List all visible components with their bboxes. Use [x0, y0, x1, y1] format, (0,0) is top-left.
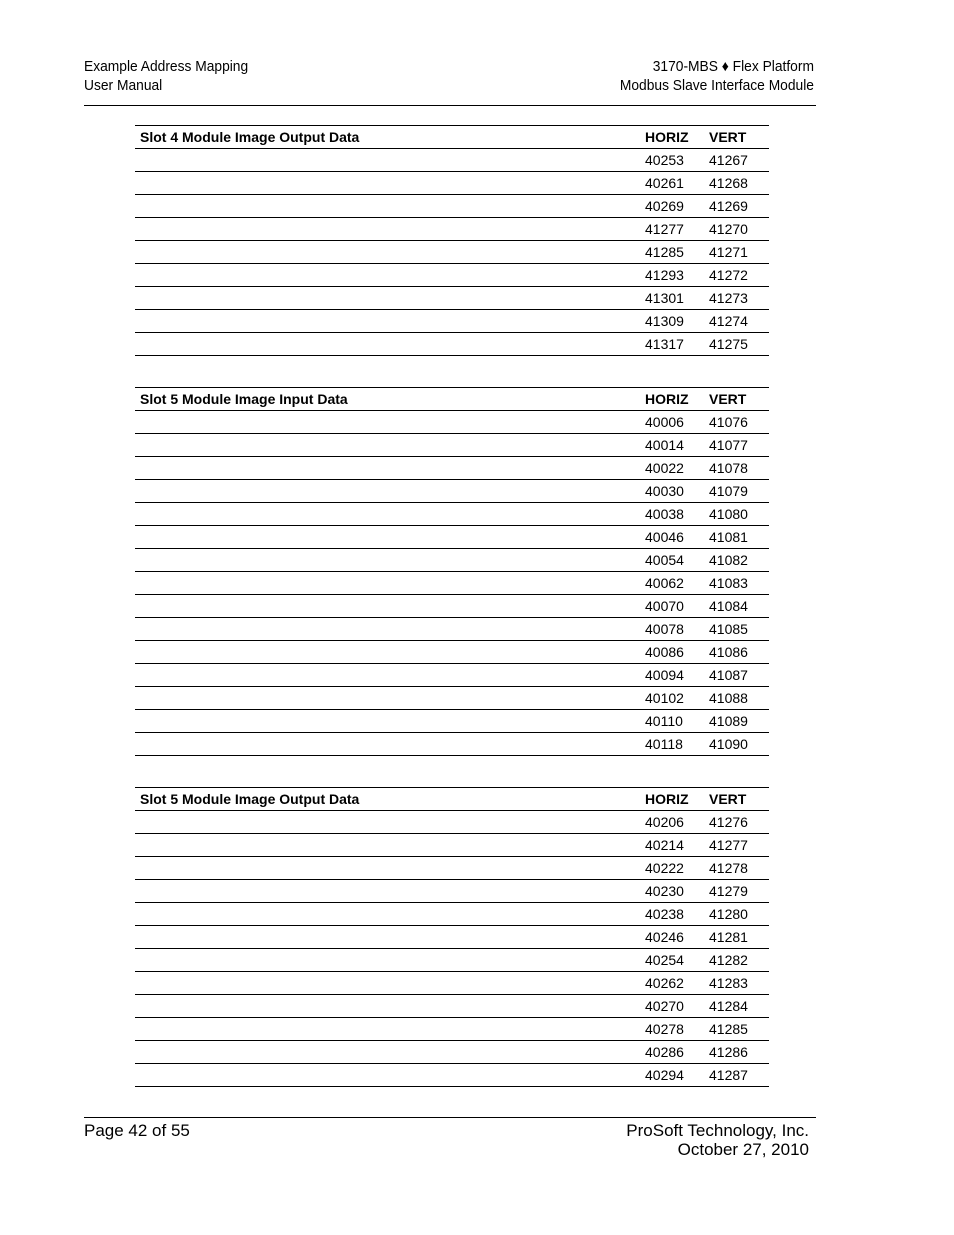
vert-address-cell: 41278 — [709, 857, 769, 880]
table-row — [135, 333, 769, 356]
row-label-cell — [135, 264, 645, 287]
header-left — [84, 57, 248, 95]
row-label-cell — [135, 733, 645, 756]
horiz-address-cell: 41309 — [645, 310, 709, 333]
table-row — [135, 926, 769, 949]
vert-address-cell: 41082 — [709, 549, 769, 572]
col-vert-header: VERT — [709, 126, 769, 149]
vert-address-cell: 41268 — [709, 172, 769, 195]
row-label-cell — [135, 310, 645, 333]
table-row — [135, 503, 769, 526]
table-row — [135, 1018, 769, 1041]
horiz-address-cell: 40118 — [645, 733, 709, 756]
row-label-cell — [135, 503, 645, 526]
table-row — [135, 857, 769, 880]
horiz-address-cell: 40214 — [645, 834, 709, 857]
page-number: Page 42 of 55 — [84, 1121, 190, 1140]
row-label-cell — [135, 572, 645, 595]
header-product: 3170-MBS ♦ Flex Platform — [652, 58, 814, 75]
vert-address-cell: 41267 — [709, 149, 769, 172]
row-label-cell — [135, 218, 645, 241]
horiz-address-cell: 40269 — [645, 195, 709, 218]
table-row — [135, 149, 769, 172]
table-row — [135, 641, 769, 664]
row-label-cell — [135, 687, 645, 710]
row-label-cell — [135, 834, 645, 857]
vert-address-cell: 41269 — [709, 195, 769, 218]
horiz-address-cell: 41285 — [645, 241, 709, 264]
row-label-cell — [135, 434, 645, 457]
vert-address-cell: 41282 — [709, 949, 769, 972]
row-label-cell — [135, 1064, 645, 1087]
table-title: Slot 5 Module Image Input Data — [135, 388, 645, 411]
vert-address-cell: 41078 — [709, 457, 769, 480]
table-row — [135, 241, 769, 264]
table-slot4-output — [135, 125, 769, 356]
horiz-address-cell: 40261 — [645, 172, 709, 195]
vert-address-cell: 41084 — [709, 595, 769, 618]
vert-address-cell: 41080 — [709, 503, 769, 526]
table-header-row — [135, 126, 769, 149]
row-label-cell — [135, 926, 645, 949]
row-label-cell — [135, 480, 645, 503]
horiz-address-cell: 41277 — [645, 218, 709, 241]
header-divider — [84, 105, 816, 106]
row-label-cell — [135, 172, 645, 195]
table-row — [135, 549, 769, 572]
table-row — [135, 287, 769, 310]
table-title: Slot 4 Module Image Output Data — [135, 126, 645, 149]
vert-address-cell: 41281 — [709, 926, 769, 949]
horiz-address-cell: 41301 — [645, 287, 709, 310]
horiz-address-cell: 40062 — [645, 572, 709, 595]
table-row — [135, 595, 769, 618]
footer-divider — [84, 1117, 816, 1118]
horiz-address-cell: 40030 — [645, 480, 709, 503]
row-label-cell — [135, 710, 645, 733]
col-horiz-header: HORIZ — [645, 126, 709, 149]
row-label-cell — [135, 641, 645, 664]
vert-address-cell: 41077 — [709, 434, 769, 457]
vert-address-cell: 41081 — [709, 526, 769, 549]
col-vert-header: VERT — [709, 788, 769, 811]
table-row — [135, 972, 769, 995]
vert-address-cell: 41286 — [709, 1041, 769, 1064]
vert-address-cell: 41083 — [709, 572, 769, 595]
horiz-address-cell: 40110 — [645, 710, 709, 733]
vert-address-cell: 41090 — [709, 733, 769, 756]
row-label-cell — [135, 903, 645, 926]
table-row — [135, 526, 769, 549]
horiz-address-cell: 40294 — [645, 1064, 709, 1087]
horiz-address-cell: 40094 — [645, 664, 709, 687]
table-row — [135, 880, 769, 903]
vert-address-cell: 41086 — [709, 641, 769, 664]
row-label-cell — [135, 526, 645, 549]
table-row — [135, 710, 769, 733]
horiz-address-cell: 40078 — [645, 618, 709, 641]
table-row — [135, 1064, 769, 1087]
vert-address-cell: 41274 — [709, 310, 769, 333]
table-row — [135, 218, 769, 241]
row-label-cell — [135, 457, 645, 480]
horiz-address-cell: 40022 — [645, 457, 709, 480]
row-label-cell — [135, 595, 645, 618]
horiz-address-cell: 40254 — [645, 949, 709, 972]
table-row — [135, 995, 769, 1018]
horiz-address-cell: 41293 — [645, 264, 709, 287]
table-title: Slot 5 Module Image Output Data — [135, 788, 645, 811]
row-label-cell — [135, 995, 645, 1018]
row-label-cell — [135, 949, 645, 972]
row-label-cell — [135, 549, 645, 572]
row-label-cell — [135, 618, 645, 641]
row-label-cell — [135, 1041, 645, 1064]
vert-address-cell: 41283 — [709, 972, 769, 995]
horiz-address-cell: 40278 — [645, 1018, 709, 1041]
vert-address-cell: 41273 — [709, 287, 769, 310]
vert-address-cell: 41279 — [709, 880, 769, 903]
horiz-address-cell: 40246 — [645, 926, 709, 949]
table-row — [135, 733, 769, 756]
horiz-address-cell: 40270 — [645, 995, 709, 1018]
vert-address-cell: 41089 — [709, 710, 769, 733]
table-row — [135, 834, 769, 857]
table-row — [135, 480, 769, 503]
table-row — [135, 434, 769, 457]
company-name: ProSoft Technology, Inc. — [626, 1121, 809, 1140]
vert-address-cell: 41287 — [709, 1064, 769, 1087]
horiz-address-cell: 40206 — [645, 811, 709, 834]
col-horiz-header: HORIZ — [645, 388, 709, 411]
horiz-address-cell: 40014 — [645, 434, 709, 457]
table-row — [135, 811, 769, 834]
horiz-address-cell: 40253 — [645, 149, 709, 172]
vert-address-cell: 41270 — [709, 218, 769, 241]
horiz-address-cell: 40038 — [645, 503, 709, 526]
horiz-address-cell: 40102 — [645, 687, 709, 710]
row-label-cell — [135, 411, 645, 434]
row-label-cell — [135, 1018, 645, 1041]
table-row — [135, 172, 769, 195]
vert-address-cell: 41276 — [709, 811, 769, 834]
vert-address-cell: 41271 — [709, 241, 769, 264]
vert-address-cell: 41088 — [709, 687, 769, 710]
header-module-name: Modbus Slave Interface Module — [619, 77, 814, 94]
table-slot5-output — [135, 787, 769, 1087]
vert-address-cell: 41087 — [709, 664, 769, 687]
table-row — [135, 411, 769, 434]
vert-address-cell: 41280 — [709, 903, 769, 926]
horiz-address-cell: 40054 — [645, 549, 709, 572]
table-row — [135, 618, 769, 641]
table-row — [135, 664, 769, 687]
table-slot5-input — [135, 387, 769, 756]
row-label-cell — [135, 664, 645, 687]
horiz-address-cell: 40222 — [645, 857, 709, 880]
vert-address-cell: 41079 — [709, 480, 769, 503]
vert-address-cell: 41085 — [709, 618, 769, 641]
row-label-cell — [135, 880, 645, 903]
table-row — [135, 572, 769, 595]
table-row — [135, 310, 769, 333]
table-body — [135, 126, 769, 356]
row-label-cell — [135, 857, 645, 880]
horiz-address-cell: 40262 — [645, 972, 709, 995]
table-row — [135, 1041, 769, 1064]
horiz-address-cell: 40006 — [645, 411, 709, 434]
horiz-address-cell: 40230 — [645, 880, 709, 903]
footer-right — [626, 1121, 809, 1159]
horiz-address-cell: 40086 — [645, 641, 709, 664]
row-label-cell — [135, 241, 645, 264]
vert-address-cell: 41275 — [709, 333, 769, 356]
row-label-cell — [135, 149, 645, 172]
vert-address-cell: 41076 — [709, 411, 769, 434]
horiz-address-cell: 40046 — [645, 526, 709, 549]
horiz-address-cell: 40070 — [645, 595, 709, 618]
table-row — [135, 949, 769, 972]
row-label-cell — [135, 195, 645, 218]
horiz-address-cell: 40238 — [645, 903, 709, 926]
vert-address-cell: 41284 — [709, 995, 769, 1018]
col-vert-header: VERT — [709, 388, 769, 411]
row-label-cell — [135, 333, 645, 356]
vert-address-cell: 41272 — [709, 264, 769, 287]
vert-address-cell: 41285 — [709, 1018, 769, 1041]
table-body — [135, 788, 769, 1087]
publication-date: October 27, 2010 — [677, 1140, 809, 1159]
table-header-row — [135, 788, 769, 811]
col-horiz-header: HORIZ — [645, 788, 709, 811]
row-label-cell — [135, 972, 645, 995]
table-row — [135, 264, 769, 287]
horiz-address-cell: 40286 — [645, 1041, 709, 1064]
vert-address-cell: 41277 — [709, 834, 769, 857]
horiz-address-cell: 41317 — [645, 333, 709, 356]
header-section-title: Example Address Mapping — [84, 58, 249, 75]
table-row — [135, 457, 769, 480]
header-doc-type: User Manual — [84, 77, 163, 94]
table-row — [135, 903, 769, 926]
table-row — [135, 195, 769, 218]
row-label-cell — [135, 287, 645, 310]
table-header-row — [135, 388, 769, 411]
table-row — [135, 687, 769, 710]
header-right — [620, 57, 814, 95]
row-label-cell — [135, 811, 645, 834]
table-body — [135, 388, 769, 756]
